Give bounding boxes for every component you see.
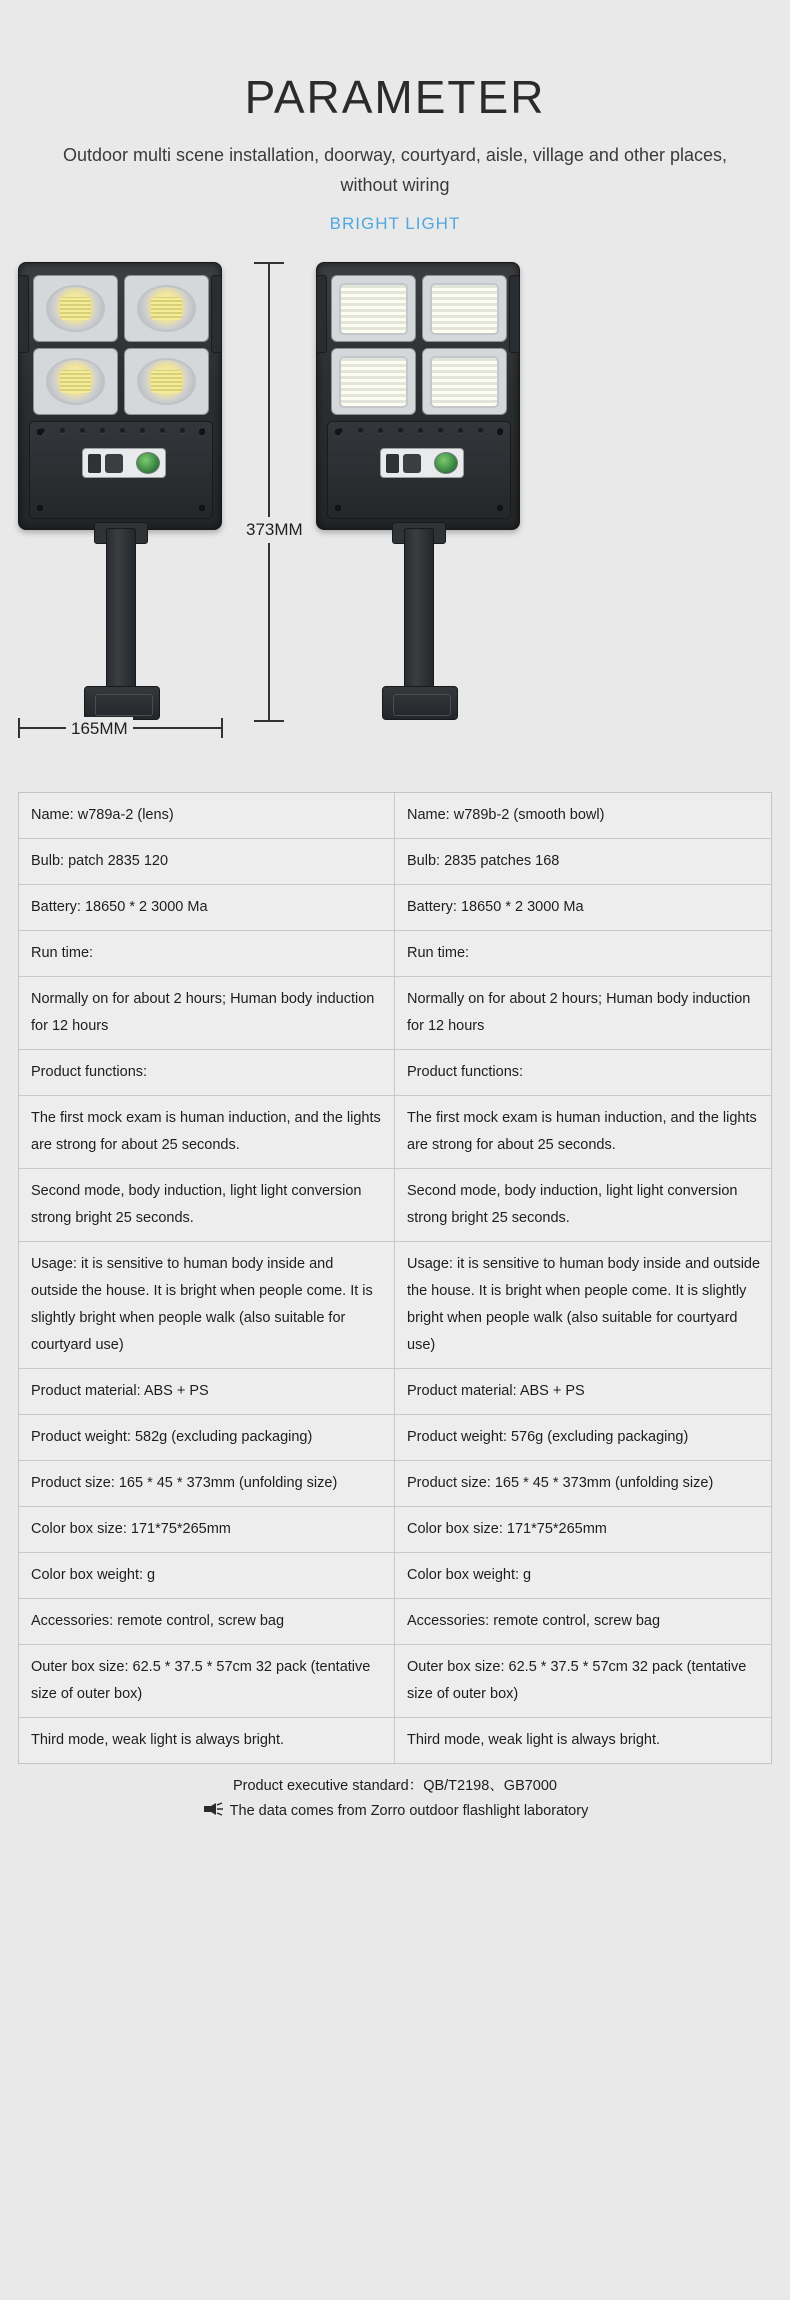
- table-row: [19, 1718, 771, 1763]
- led-module: [331, 348, 416, 415]
- height-dimension-label: 373MM: [244, 517, 305, 543]
- spec-cell-left: Accessories: remote control, screw bag: [19, 1599, 395, 1644]
- table-row: [19, 1169, 771, 1242]
- laboratory-text: The data comes from Zorro outdoor flashlight laboratory: [229, 1803, 589, 1819]
- flashlight-icon: [202, 1801, 224, 1821]
- spec-cell-right: Run time:: [407, 945, 470, 961]
- spec-cell-left: Outer box size: 62.5 * 37.5 * 57cm 32 pack (tentative size of outer box): [19, 1645, 395, 1717]
- screw-set: [30, 422, 212, 518]
- spec-cell-right: Usage: it is sensitive to human body inside and outside the house. It is bright when people come. It is slightly bright when people walk (also suitable for courtyard use): [407, 1256, 761, 1353]
- table-row: [19, 1645, 771, 1718]
- product-image-lens: [18, 262, 222, 530]
- table-row: [19, 1415, 771, 1461]
- mounting-base: [84, 686, 160, 720]
- product-image-smooth-bowl: [316, 262, 520, 530]
- led-module: [33, 348, 118, 415]
- spec-cell-right: Product material: ABS + PS: [407, 1383, 585, 1399]
- head-side-right: [509, 275, 520, 353]
- spec-cell-right: Color box size: 171*75*265mm: [407, 1521, 607, 1537]
- page-footer: [0, 1774, 790, 1843]
- lamp-body-panel: [327, 421, 511, 519]
- spec-cell-right: Outer box size: 62.5 * 37.5 * 57cm 32 pack (tentative size of outer box): [407, 1659, 747, 1702]
- table-row: [19, 1553, 771, 1599]
- spec-cell-right: Accessories: remote control, screw bag: [407, 1613, 661, 1629]
- width-dimension-label: 165MM: [66, 717, 133, 741]
- spec-cell-left: Color box size: 171*75*265mm: [19, 1507, 395, 1552]
- spec-cell-left: Normally on for about 2 hours; Human body induction for 12 hours: [19, 977, 395, 1049]
- spec-cell-left: Second mode, body induction, light light conversion strong bright 25 seconds.: [19, 1169, 395, 1241]
- led-grid-lens: [33, 275, 209, 415]
- spec-cell-right: Product weight: 576g (excluding packaging): [407, 1429, 689, 1445]
- spec-cell-left: Product weight: 582g (excluding packaging): [19, 1415, 395, 1460]
- spec-cell-right: Third mode, weak light is always bright.: [407, 1732, 661, 1748]
- head-side-left: [316, 275, 327, 353]
- product-illustration: [0, 262, 790, 762]
- table-row: [19, 1050, 771, 1096]
- screw-set: [328, 422, 510, 518]
- head-side-left: [18, 275, 29, 353]
- spec-cell-right: Color box weight: g: [407, 1567, 532, 1583]
- executive-standard: Product executive standard：QB/T2198、GB7000: [232, 1778, 557, 1794]
- spec-cell-right: Product size: 165 * 45 * 373mm (unfolding size): [407, 1475, 714, 1491]
- lamp-head-lens: [18, 262, 222, 530]
- table-row: [19, 839, 771, 885]
- led-module: [33, 275, 118, 342]
- led-module: [124, 348, 209, 415]
- table-row: [19, 1507, 771, 1553]
- spec-cell-left: Name: w789a-2 (lens): [19, 793, 395, 838]
- spec-cell-left: Third mode, weak light is always bright.: [19, 1718, 395, 1763]
- spec-cell-left: Color box weight: g: [19, 1553, 395, 1598]
- table-row: [19, 885, 771, 931]
- led-module: [422, 348, 507, 415]
- spec-cell-left: Product functions:: [19, 1050, 395, 1095]
- led-module: [124, 275, 209, 342]
- spec-cell-right: Normally on for about 2 hours; Human body induction for 12 hours: [407, 991, 751, 1034]
- spec-table: [18, 792, 772, 1764]
- spec-cell-left: Product material: ABS + PS: [19, 1369, 395, 1414]
- table-row: [19, 977, 771, 1050]
- spec-cell-left: Product size: 165 * 45 * 373mm (unfolding size): [19, 1461, 395, 1506]
- table-row: [19, 1096, 771, 1169]
- table-row: [19, 793, 771, 839]
- spec-cell-left: The first mock exam is human induction, and the lights are strong for about 25 seconds.: [19, 1096, 395, 1168]
- laboratory-note: [0, 1801, 790, 1843]
- table-row: [19, 1369, 771, 1415]
- spec-cell-left: Battery: 18650 * 2 3000 Ma: [19, 885, 395, 930]
- table-row: [19, 1599, 771, 1645]
- table-row: [19, 1242, 771, 1369]
- led-module: [422, 275, 507, 342]
- lamp-body-panel: [29, 421, 213, 519]
- page-subtitle: Outdoor multi scene installation, doorway, courtyard, aisle, village and other places, without wiring: [62, 145, 727, 195]
- spec-cell-right: Bulb: 2835 patches 168: [407, 853, 560, 869]
- mounting-base: [382, 686, 458, 720]
- head-side-right: [211, 275, 222, 353]
- page-header: [0, 0, 790, 234]
- spec-cell-right: Product functions:: [407, 1064, 524, 1080]
- spec-cell-left: Run time:: [19, 931, 395, 976]
- lamp-head-bowl: [316, 262, 520, 530]
- led-module: [331, 275, 416, 342]
- spec-cell-left: Usage: it is sensitive to human body inside and outside the house. It is bright when people come. It is slightly bright when people walk (also suitable for courtyard use): [19, 1242, 395, 1368]
- mounting-pole: [404, 528, 434, 690]
- spec-cell-right: Second mode, body induction, light light conversion strong bright 25 seconds.: [407, 1183, 738, 1226]
- led-grid-bowl: [331, 275, 507, 415]
- table-row: [19, 1461, 771, 1507]
- spec-cell-right: The first mock exam is human induction, and the lights are strong for about 25 seconds.: [407, 1110, 757, 1153]
- page-title: PARAMETER: [244, 71, 546, 123]
- mounting-pole: [106, 528, 136, 690]
- tagline: BRIGHT LIGHT: [329, 214, 461, 233]
- table-row: [19, 931, 771, 977]
- spec-cell-right: Battery: 18650 * 2 3000 Ma: [407, 899, 584, 915]
- height-dimension-line: [268, 262, 270, 722]
- spec-cell-left: Bulb: patch 2835 120: [19, 839, 395, 884]
- spec-cell-right: Name: w789b-2 (smooth bowl): [407, 807, 605, 823]
